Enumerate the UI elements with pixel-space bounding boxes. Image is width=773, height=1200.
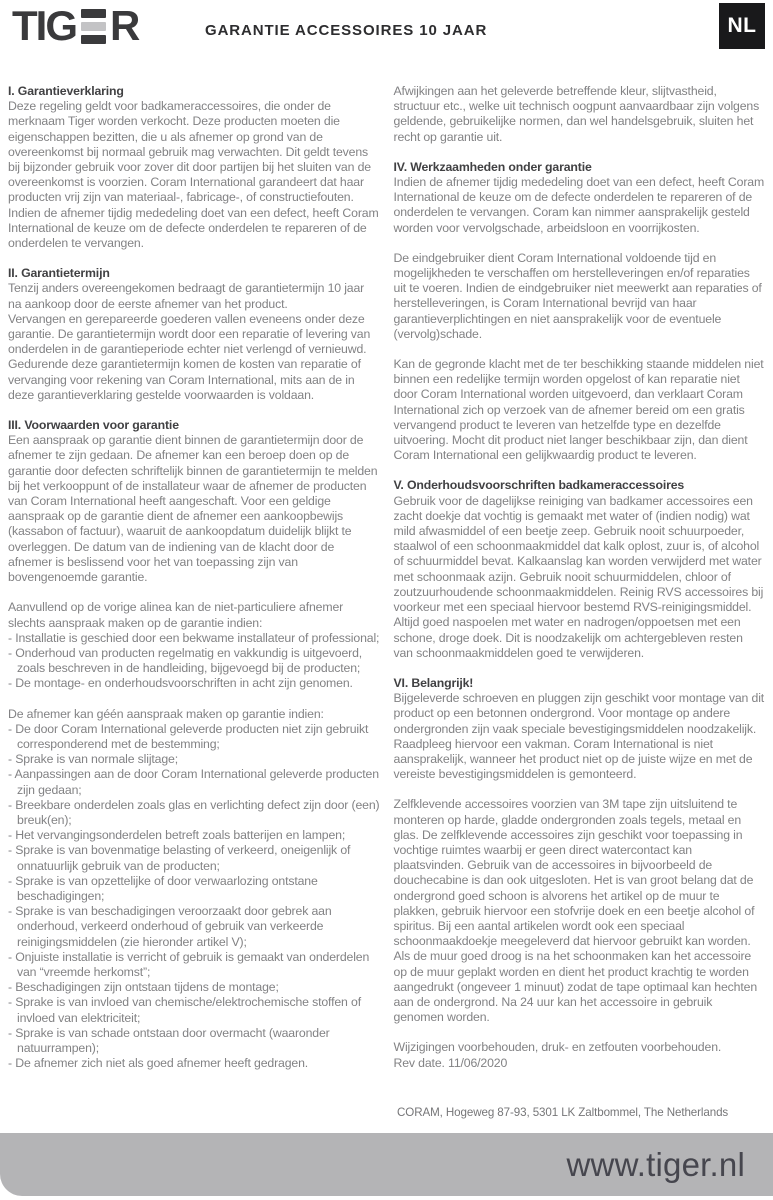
list-item: - De afnemer zich niet als goed afnemer heeft gedragen. xyxy=(8,1056,309,1071)
section-1-body: Deze regeling geldt voor badkameraccessoires, die onder de merknaam Tiger worden verkocht. Deze producten moeten die eigenschappen bezitten, die u als afnemer op grond van de overeenkomst bij normaal gebruik mag verwachten. Dit geldt tevens bij bijzonder gebruik voor zover dit door partijen bij het sluiten van de overeenkomst is voorzien. Coram International garandeert dat haar producten vrij zijn van materiaal-, fabricage-, of constructiefouten. Indien de afnemer tijdig mededeling doet van een defect, heeft Coram International de keuze om de defecte onderdelen te repareren of de onderdelen te vervangen. xyxy=(8,99,379,251)
list-item: - Sprake is van invloed van chemische/elektrochemische stoffen of invloed van elektriciteit; xyxy=(8,995,361,1025)
list-item: - Sprake is van bovenmatige belasting of verkeerd, oneigenlijk of onnatuurlijk gebruik van de producten; xyxy=(8,843,351,873)
right-column xyxy=(394,84,766,1118)
section-3-body: Een aanspraak op garantie dient binnen de garantietermijn door de afnemer te zijn gedaan. De afnemer kan een beroep doen op de garantie door defecten schriftelijk binnen de garantietermijn te melden bij het verkooppunt of de installateur waar de afnemer de producten van Coram International heeft aangeschaft. Voor een geldige aanspraak op de garantie dient de afnemer een aankoopbewijs (kassabon of factuur), waaruit de aankoopdatum duidelijk blijkt te overleggen. De datum van de indiening van de klacht door de afnemer is beslissend voor het van toepassing zijn van bovengenoemde garantie. xyxy=(8,433,378,585)
list-item: - Aanpassingen aan de door Coram International geleverde producten zijn gedaan; xyxy=(8,767,379,797)
section-3-intro-b: De afnemer kan géén aanspraak maken op garantie indien: xyxy=(8,706,324,721)
logo-e-bars-icon xyxy=(81,9,106,44)
section-6-paragraph: Zelfklevende accessoires voorzien van 3M tape zijn uitsluitend te monteren op harde, gladde ondergronden zoals tegels, metaal en glas. De zelfklevende accessoires zijn geschikt voor toepassing in vochtige ruimtes waarbij er geen direct watercontact kan plaatsvinden. Gebruik van de accessoires in bijvoorbeeld de douchecabine is dan ook uitgesloten. Het is van groot belang dat de ondergrond goed schoon is alvorens het artikel op de muur te plakken, gebruik hiervoor een stofvrije doek en een beetje alcohol of spiritus. Bij een aantal artikelen wordt ook een speciaal schoonmaakdoekje meegeleverd dat hiervoor gebruikt kan worden. Als de muur goed droog is na het schoonmaken kan het accessoire op de muur geplakt worden en dient het product krachtig te worden aangedrukt (ongeveer 1 minuut) zodat de tape optimaal kan hechten aan de ondergrond. Na 24 uur kan het accessoire in gebruik genomen worden. xyxy=(393,797,758,1025)
section-3-heading: III. Voorwaarden voor garantie xyxy=(8,418,179,433)
list-item: - Installatie is geschied door een bekwame installateur of professional; xyxy=(8,630,380,645)
section-2-heading: II. Garantietermijn xyxy=(8,266,110,281)
list-item: - Sprake is van normale slijtage; xyxy=(8,752,179,767)
logo-e-bar-top xyxy=(81,9,106,18)
deviations-paragraph: Afwijkingen aan het geleverde betreffende kleur, slijtvastheid, structuur etc., welke uit technisch oogpunt aanvaardbaar zijn volgens geldende, gebruikelijke normen, dan wel handelsgebruik, sluiten het recht op garantie uit. xyxy=(393,84,760,144)
section-4-paragraph: Kan de gegronde klacht met de ter beschikking staande middelen niet binnen een redelijke termijn worden opgelost of kan reparatie niet door Coram International worden uitgevoerd, dan verklaart Coram International zich op verzoek van de afnemer bereid om een gratis vervangend product te leveren van hetzelfde type en dezelfde uitvoering. Mocht dit product niet langer beschikbaar zijn, dan dient Coram International een gelijkwaardig product te leveren. xyxy=(393,357,764,463)
footer-bar xyxy=(0,1133,773,1196)
section-4-heading: IV. Werkzaamheden onder garantie xyxy=(393,159,592,174)
section-5-body: Gebruik voor de dagelijkse reiniging van badkamer accessoires een zacht doekje dat vochtig is gemaakt met water of (indien nodig) wat mild afwasmiddel of een beetje zeep. Gebruik nooit schuurpoeder, staalwol of een schoonmaakmiddel dat kalk oplost, zuur is, of alcohol of schuurmiddel bevat. Kalkaanslag kan worden verwijderd met water met schoonmaak azijn. Gebruik nooit schuurmiddelen, chloor of zoutzuurhoudende schoonmaakmiddelen. Reinig RVS accessoires bij voorkeur met een speciaal hiervoor bestemd RVS-reinigingsmiddel. Altijd goed naspoelen met water en nadrogen/oppoetsen met een schone, droge doek. Dit is noodzakelijk om achtergebleven resten van schoonmaakmiddelen goed te verwijderen. xyxy=(393,493,764,660)
logo-e-bar-middle xyxy=(81,22,106,31)
list-item: - Sprake is van schade ontstaan door overmacht (waaronder natuurrampen); xyxy=(8,1025,330,1055)
left-column xyxy=(8,84,380,1118)
revision-date: Rev date. 11/06/2020 xyxy=(393,1055,508,1070)
tiger-logo xyxy=(12,2,139,49)
list-item: - Het vervangingsonderdelen betreft zoals batterijen en lampen; xyxy=(8,828,346,843)
section-1-heading: I. Garantieverklaring xyxy=(8,84,124,98)
section-2-paragraph: Gedurende deze garantietermijn komen de kosten van reparatie of vervanging voor rekening van Coram International, mits aan de in deze garantieverklaring gestelde voorwaarden is voldaan. xyxy=(8,357,361,402)
list-item: - Breekbare onderdelen zoals glas en verlichting defect zijn door (een) breuk(en); xyxy=(8,797,380,827)
website-link[interactable]: www.tiger.nl xyxy=(566,1145,745,1183)
document-body xyxy=(8,84,765,1118)
section-3-intro-a: Aanvullend op de vorige alinea kan de niet-particuliere afnemer slechts aanspraak maken op de garantie indien: xyxy=(8,600,344,630)
language-badge: NL xyxy=(719,3,765,49)
section-6-paragraph: Bijgeleverde schroeven en pluggen zijn geschikt voor montage van dit product op een betonnen ondergrond. Voor montage op andere ondergronden zijn vaak speciale bevestigingsmiddelen noodzakelijk. Raadpleeg hiervoor een vakman. Coram International is niet aansprakelijk, wanneer het product niet op de juiste wijze en met de vereiste bevestigingsmiddelen is gemonteerd. xyxy=(393,691,765,782)
logo-text-tig: TIG xyxy=(12,2,76,49)
section-5-heading: V. Onderhoudsvoorschriften badkameraccessoires xyxy=(393,478,685,493)
list-item: - De door Coram International geleverde producten niet zijn gebruikt corresponderend met de bestemming; xyxy=(8,721,369,751)
list-item: - Onderhoud van producten regelmatig en vakkundig is uitgevoerd, zoals beschreven in de handleiding, bijgevoegd bij de producten; xyxy=(8,645,363,676)
section-2-paragraph: Vervangen en gerepareerde goederen vallen eveneens onder deze garantie. De garantietermijn wordt door een reparatie of levering van onderdelen in de garantieperiode echter niet verlengd of vernieuwd. xyxy=(8,311,371,357)
list-item: - De montage- en onderhoudsvoorschriften in acht zijn genomen. xyxy=(8,676,353,691)
list-item: - Beschadigingen zijn ontstaan tijdens de montage; xyxy=(8,980,279,995)
section-6-heading: VI. Belangrijk! xyxy=(393,675,474,690)
section-4-paragraph: De eindgebruiker dient Coram International voldoende tijd en mogelijkheden te verschaffen om herstelleveringen en/of reparaties uit te voeren. Indien de eindgebruiker niet meewerkt aan reparaties of herstelleveringen, is Coram International bevrijd van haar garantieverplichtingen en niet aansprakelijk voor de eventuele (vervolg)schade. xyxy=(393,250,762,341)
list-item: - Onjuiste installatie is verricht of gebruik is gemaakt van onderdelen van “vreemde herkomst”; xyxy=(8,949,370,979)
page-title: GARANTIE ACCESSOIRES 10 JAAR xyxy=(205,22,488,39)
company-address: CORAM, Hogeweg 87-93, 5301 LK Zaltbommel, The Netherlands xyxy=(397,1106,729,1119)
logo-e-bar-bottom xyxy=(81,35,106,44)
list-item: - Sprake is van opzettelijke of door verwaarlozing ontstane beschadigingen; xyxy=(8,873,318,903)
changes-reserved-note: Wijzigingen voorbehouden, druk- en zetfouten voorbehouden. xyxy=(393,1040,722,1055)
logo-text-r: R xyxy=(110,2,139,49)
list-item: - Sprake is van beschadigingen veroorzaakt door gebrek aan onderhoud, verkeerd onderhoud of gebruik van verkeerde reinigingsmiddelen (zie hieronder artikel V); xyxy=(8,904,332,949)
section-4-paragraph: Indien de afnemer tijdig mededeling doet van een defect, heeft Coram International de keuze om de defecte onderdelen te repareren of de onderdelen te vervangen. Coram kan nimmer aansprakelijk gesteld worden voor vervolgschade, arbeidsloon en voorrijkosten. xyxy=(393,175,765,235)
section-2-paragraph: Tenzij anders overeengekomen bedraagt de garantietermijn 10 jaar na aankoop door de eerste afnemer van het product. xyxy=(8,281,365,311)
